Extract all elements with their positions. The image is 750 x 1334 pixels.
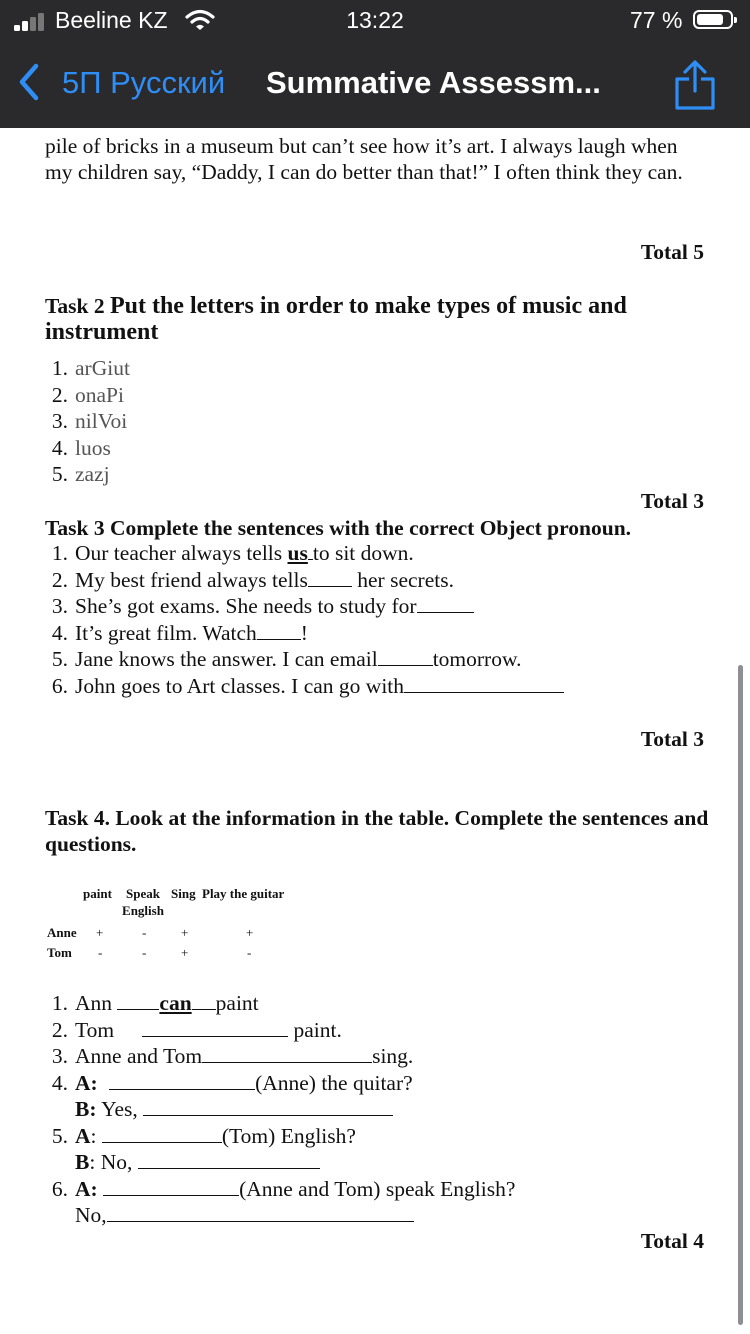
table-cell: -	[142, 925, 147, 940]
table-row-label: Anne	[47, 925, 77, 940]
list-item: B: Yes,	[45, 1096, 515, 1123]
table-cell: -	[98, 945, 103, 960]
list-item: 2. onaPi	[51, 382, 124, 407]
task4-list	[45, 990, 515, 1229]
blank-line[interactable]	[107, 1203, 414, 1222]
blank-line[interactable]	[142, 1018, 288, 1037]
list-item: B: No,	[45, 1149, 515, 1176]
back-button[interactable]: 5П Русский	[62, 65, 226, 100]
task3-heading: Task 3 Complete the sentences with the correct Object pronoun.	[45, 516, 632, 540]
list-item: 1. Ann can paint	[51, 991, 259, 1015]
blank-line[interactable]	[404, 674, 564, 693]
task1-total: Total 5	[640, 240, 704, 264]
list-item: 3. Anne and Tom sing.	[51, 1044, 414, 1068]
list-item: No,	[45, 1202, 515, 1229]
list-item: 6. John goes to Art classes. I can go with	[45, 673, 564, 700]
task2-heading	[45, 293, 710, 345]
status-bar	[0, 0, 750, 42]
document-view[interactable]	[0, 128, 750, 1334]
task3-total: Total 3	[640, 727, 704, 751]
table-header: Speak English	[122, 886, 164, 918]
blank-line[interactable]	[109, 1071, 255, 1090]
blank-line[interactable]	[143, 1097, 393, 1116]
ability-table	[45, 883, 365, 963]
task2-title: Put the letters in order to make types of music and instrument	[45, 293, 627, 345]
list-item: 1. Our teacher always tells us to sit down.	[51, 541, 414, 565]
list-item: 4. luos	[51, 435, 111, 460]
top-bar	[0, 0, 750, 128]
list-item: 1. arGiut	[51, 356, 130, 380]
list-item: 3. She’s got exams. She needs to study for	[45, 593, 564, 620]
table-header: Play the guitar	[202, 886, 285, 901]
back-chevron-icon[interactable]	[14, 60, 44, 104]
task3-list	[45, 540, 564, 699]
answer-text: us	[287, 541, 308, 565]
blank-line[interactable]	[378, 647, 433, 666]
list-item: 4. It’s great film. Watch !	[51, 620, 308, 645]
list-item: 4. A: (Anne) the quitar?	[51, 1070, 413, 1095]
list-item: 5. Jane knows the answer. I can email tomorrow.	[51, 647, 522, 671]
blank-line[interactable]	[103, 1177, 239, 1196]
clock: 13:22	[346, 7, 404, 33]
blank-line[interactable]	[417, 594, 474, 613]
task4-total: Total 4	[640, 1229, 704, 1253]
document-title: Summative Assessm...	[266, 65, 601, 100]
battery-icon	[693, 10, 733, 29]
scrollbar[interactable]	[738, 665, 743, 1325]
blank-line[interactable]	[138, 1150, 320, 1169]
list-item: 3. nilVoi	[51, 409, 128, 433]
list-item: 5. A: (Tom) English?	[51, 1123, 356, 1148]
table-cell: +	[246, 925, 254, 940]
list-item: 2. Tom paint.	[51, 1017, 342, 1042]
table-header: Sing	[171, 886, 196, 901]
table-cell: -	[142, 945, 147, 960]
table-header: paint	[83, 886, 112, 901]
table-cell: -	[247, 945, 252, 960]
list-item: 5. zazj	[51, 462, 110, 486]
answer-text: can	[159, 991, 192, 1015]
table-cell: +	[181, 945, 189, 960]
list-item: 2. My best friend always tells her secrets.	[51, 567, 454, 592]
task2-list	[45, 355, 130, 488]
blank-line[interactable]	[202, 1044, 372, 1063]
list-item: 6. A: (Anne and Tom) speak English?	[51, 1176, 516, 1201]
battery-percent: 77 %	[630, 7, 683, 33]
navigation-bar	[0, 56, 750, 112]
share-icon[interactable]	[674, 58, 716, 112]
intro-paragraph: pile of bricks in a museum but can’t see how it’s art. I always laugh when my children say, “Daddy, I can do better than that!” I often think they can.	[45, 134, 683, 184]
task2-total: Total 3	[640, 489, 704, 513]
blank-line[interactable]	[257, 621, 301, 640]
carrier-name: Beeline KZ	[55, 7, 168, 33]
table-cell: +	[181, 925, 189, 940]
table-cell: +	[96, 925, 104, 940]
blank-line[interactable]	[102, 1124, 222, 1143]
blank-line[interactable]	[308, 568, 352, 587]
task4-heading: Task 4. Look at the information in the table. Complete the sentences and questions.	[45, 806, 709, 856]
table-row-label: Tom	[47, 945, 72, 960]
task2-label: Task 2	[45, 294, 105, 318]
